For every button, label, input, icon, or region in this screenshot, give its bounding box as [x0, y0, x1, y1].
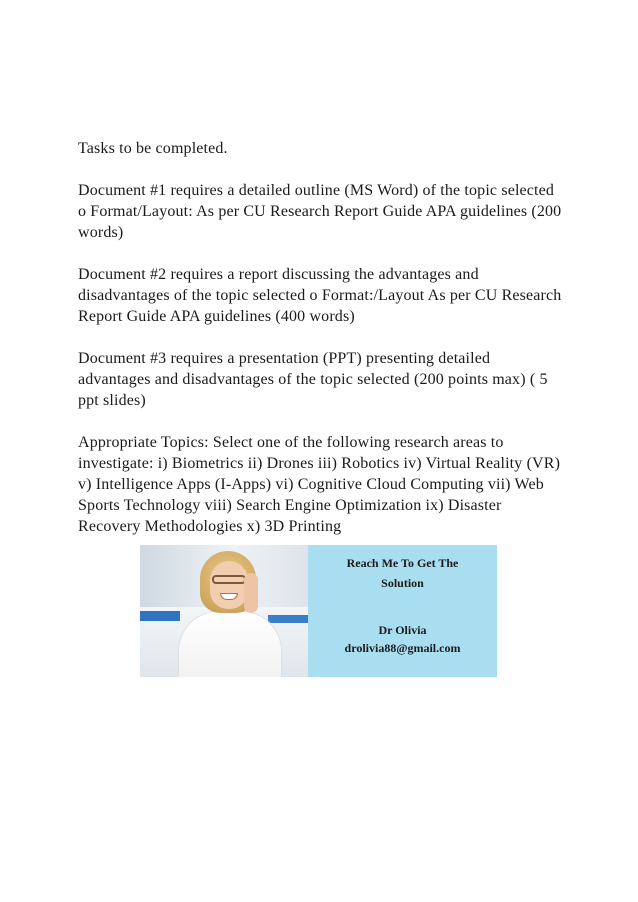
- paragraph-heading: Tasks to be completed.: [78, 140, 228, 157]
- banner-headline-line1: Reach Me To Get The: [346, 556, 459, 570]
- paragraph-document-3: Document #3 requires a presentation (PPT) presenting detailed advantages and disadvantages of the topic selected (200 points max) ( 5 ppt slides): [78, 350, 548, 409]
- banner-email[interactable]: drolivia88@gmail.com: [344, 641, 461, 655]
- paragraph-document-2: Document #2 requires a report discussing the advantages and disadvantages of the topic selected o Format:/Layout As per CU Research Report Guide APA guidelines (400 words): [78, 266, 562, 325]
- tutor-photo: [140, 545, 308, 677]
- banner-name: Dr Olivia: [378, 623, 427, 637]
- paragraph-topics: Appropriate Topics: Select one of the following research areas to investigate: i) Biometrics ii) Drones iii) Robotics iv) Virtual Reality (VR) v) Intelligence Apps (I-Apps) vi) Cognitive Cloud Computing vii) Web Sports Technology viii) Search Engine Optimization ix) Disaster Recovery Methodologies x) 3D Printing: [78, 434, 561, 535]
- document-body: [78, 138, 563, 537]
- contact-card: [308, 545, 497, 677]
- contact-banner[interactable]: [140, 545, 497, 677]
- paragraph-document-1: Document #1 requires a detailed outline (MS Word) of the topic selected o Format/Layout: As per CU Research Report Guide APA guidelines (200 words): [78, 182, 562, 241]
- banner-headline-line2: Solution: [381, 576, 424, 590]
